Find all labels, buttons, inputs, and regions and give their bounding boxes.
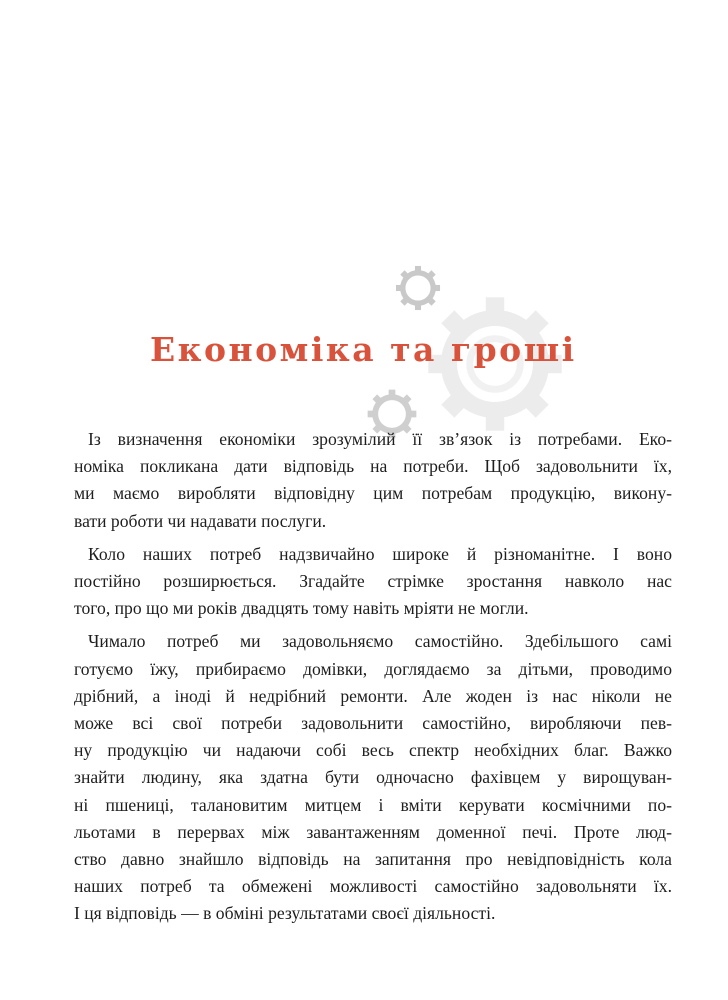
text-line: постійно розширюється. Згадайте стрімке зростання навколо нас (74, 571, 672, 592)
text-line: Чимало потреб ми задовольняємо самостійно. Здебільшого самі (88, 631, 672, 652)
text-line: номіка покликана дати відповідь на потреби. Щоб задовольнити їх, (74, 456, 672, 477)
body-text (74, 426, 672, 934)
text-line: готуємо їжу, прибираємо домівки, доглядаємо за дітьми, проводимо (74, 658, 672, 679)
text-line: наших потреб та обмежені можливості самостійно задовольняти їх. (74, 876, 672, 897)
text-line: знайти людину, яка здатна бути одночасно фахівцем у вирощуван- (74, 767, 672, 788)
paragraph (74, 541, 672, 623)
text-line: ство давно знайшло відповідь на запитання про невідповідність кола (74, 849, 672, 870)
text-line: ну продукцію чи надаючи собі весь спектр необхідних благ. Важко (74, 740, 672, 761)
text-line: Коло наших потреб надзвичайно широке й різноманітне. І воно (88, 543, 672, 564)
paragraph (74, 628, 672, 927)
paragraph (74, 426, 672, 535)
text-line: може всі свої потреби задовольнити самостійно, виробляючи пев- (74, 713, 672, 734)
chapter-title: Економіка та гроші (150, 330, 577, 369)
text-line: вати роботи чи надавати послуги. (74, 510, 327, 531)
text-line: льотами в перервах між завантаженням доменної печі. Проте люд- (74, 821, 672, 842)
text-line: ми маємо виробляти відповідну цим потребам продукцію, викону- (74, 483, 672, 504)
text-line: І ця відповідь — в обміні результатами своєї діяльності. (74, 903, 496, 924)
text-line: Із визначення економіки зрозумілий її зв’язок із потребами. Еко- (88, 429, 672, 449)
text-line: того, про що ми років двадцять тому навіть мріяти не могли. (74, 598, 529, 619)
text-line: дрібний, а іноді й недрібний ремонти. Але жоден із нас ніколи не (74, 685, 672, 706)
text-line: ні пшениці, талановитим митцем і вміти керувати космічними по- (74, 794, 672, 815)
